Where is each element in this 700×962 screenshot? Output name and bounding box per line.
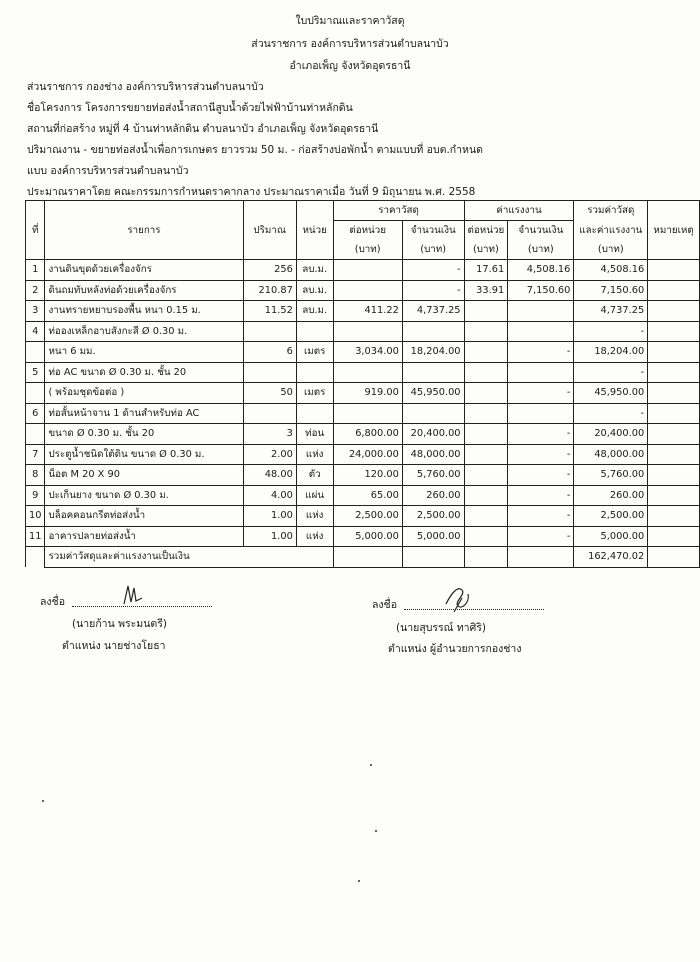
row-quantity: 256 (243, 260, 296, 281)
row-item: งานทรายหยาบรองพื้น หนา 0.15 ม. (45, 301, 243, 322)
table-row (26, 342, 700, 363)
header-qty: ปริมาณ (243, 201, 296, 260)
row-material-unit-price: 411.22 (333, 301, 402, 322)
row-item: ท่อองเหล็กอาบสังกะสี Ø 0.30 ม. (45, 321, 243, 342)
row-labor-amount: - (508, 465, 574, 486)
row-remark (648, 506, 700, 527)
row-material-unit-price: 2,500.00 (333, 506, 402, 527)
row-material-amount: 45,950.00 (402, 383, 464, 404)
row-number: 10 (26, 506, 45, 527)
row-remark (648, 342, 700, 363)
row-item: บล็อคคอนกรีตท่อส่งน้ำ (45, 506, 243, 527)
row-unit: แห่ง (296, 444, 333, 465)
row-labor-unit-price (464, 424, 508, 445)
scan-speck (370, 764, 372, 766)
row-total: 20,400.00 (574, 424, 648, 445)
row-item: ขนาด Ø 0.30 ม. ชั้น 20 (45, 424, 243, 445)
row-material-unit-price: 919.00 (333, 383, 402, 404)
row-remark (648, 301, 700, 322)
row-labor-unit-price (464, 506, 508, 527)
row-number: 11 (26, 526, 45, 547)
row-labor-unit-price (464, 362, 508, 383)
row-labor-unit-price (464, 485, 508, 506)
row-material-unit-price (333, 362, 402, 383)
total-label: รวมค่าวัสดุและค่าแรงงานเป็นเงิน (45, 547, 333, 568)
row-unit (296, 403, 333, 424)
table-row (26, 506, 700, 527)
info-agency: ส่วนราชการ กองช่าง องค์การบริหารส่วนตำบลนาบัว (27, 81, 264, 93)
row-material-amount: 4,737.25 (402, 301, 464, 322)
row-remark (648, 280, 700, 301)
right-signature-image (440, 582, 480, 616)
row-material-unit-price: 3,034.00 (333, 342, 402, 363)
left-signature-image (118, 580, 158, 608)
row-total: 5,760.00 (574, 465, 648, 486)
row-item: ดินถมทับหลังท่อด้วยเครื่องจักร (45, 280, 243, 301)
row-labor-amount: 7,150.60 (508, 280, 574, 301)
row-labor-amount: - (508, 506, 574, 527)
row-number: 2 (26, 280, 45, 301)
table-row (26, 444, 700, 465)
row-labor-unit-price (464, 465, 508, 486)
row-labor-unit-price (464, 526, 508, 547)
row-item: ปะเก็นยาง ขนาด Ø 0.30 ม. (45, 485, 243, 506)
left-signer-name: (นายก้าน พระมนตรี) (72, 618, 167, 630)
row-remark (648, 321, 700, 342)
row-total: 45,950.00 (574, 383, 648, 404)
row-item: ท่อ AC ขนาด Ø 0.30 ม. ชั้น 20 (45, 362, 243, 383)
header-district: อำเภอเพ็ญ จังหวัดอุดรธานี (289, 60, 411, 72)
row-quantity (243, 403, 296, 424)
row-number: 5 (26, 362, 45, 383)
table-row (26, 485, 700, 506)
row-unit (296, 362, 333, 383)
header-total-line1: รวมค่าวัสดุ (574, 201, 648, 221)
header-unit: หน่วย (296, 201, 333, 260)
row-material-amount (402, 403, 464, 424)
row-total: 48,000.00 (574, 444, 648, 465)
row-labor-amount: 4,508.16 (508, 260, 574, 281)
row-total: 18,204.00 (574, 342, 648, 363)
row-total: - (574, 403, 648, 424)
header-material-amount: จำนวนเงิน (402, 221, 464, 241)
row-labor-unit-price (464, 301, 508, 322)
header-labor-unit-price: ต่อหน่วย (464, 221, 508, 241)
row-labor-unit-price (464, 321, 508, 342)
info-project: ชื่อโครงการ โครงการขยายท่อส่งน้ำสถานีสูบน้ำด้วยไฟฟ้าบ้านท่าหลักดิน (27, 102, 353, 114)
info-design: แบบ องค์การบริหารส่วนตำบลนาบัว (27, 165, 189, 177)
row-material-unit-price: 65.00 (333, 485, 402, 506)
right-signer-name: (นายสุบรรณ์ ทาศิริ) (396, 622, 486, 634)
row-total: 260.00 (574, 485, 648, 506)
scan-speck (42, 800, 44, 802)
row-material-amount: 48,000.00 (402, 444, 464, 465)
row-number (26, 424, 45, 445)
price-table (25, 200, 700, 568)
row-material-amount (402, 321, 464, 342)
row-quantity: 48.00 (243, 465, 296, 486)
row-unit: ลบ.ม. (296, 301, 333, 322)
table-row (26, 403, 700, 424)
header-material-unit-baht: (บาท) (333, 240, 402, 260)
row-number: 6 (26, 403, 45, 424)
table-row (26, 321, 700, 342)
right-sign-label: ลงชื่อ (372, 599, 397, 611)
row-number: 1 (26, 260, 45, 281)
header-labor-unit-baht: (บาท) (464, 240, 508, 260)
row-number: 4 (26, 321, 45, 342)
row-number (26, 383, 45, 404)
row-material-unit-price: 120.00 (333, 465, 402, 486)
row-number: 8 (26, 465, 45, 486)
document-title: ใบปริมาณและราคาวัสดุ (295, 15, 405, 27)
row-labor-unit-price: 17.61 (464, 260, 508, 281)
row-unit: ตัว (296, 465, 333, 486)
row-item: ( พร้อมชุดข้อต่อ ) (45, 383, 243, 404)
header-agency: ส่วนราชการ องค์การบริหารส่วนตำบลนาบัว (251, 38, 449, 50)
header-remark: หมายเหตุ (648, 201, 700, 260)
row-quantity: 1.00 (243, 526, 296, 547)
row-unit: แผ่น (296, 485, 333, 506)
row-labor-unit-price (464, 342, 508, 363)
row-item: ท่อสั้นหน้าจาน 1 ด้านสำหรับท่อ AC (45, 403, 243, 424)
row-labor-amount (508, 403, 574, 424)
table-row (26, 383, 700, 404)
row-labor-unit-price (464, 383, 508, 404)
row-labor-amount: - (508, 444, 574, 465)
row-material-amount: - (402, 280, 464, 301)
header-item: รายการ (45, 201, 243, 260)
scan-speck (375, 830, 377, 832)
row-material-amount: 18,204.00 (402, 342, 464, 363)
row-labor-amount: - (508, 526, 574, 547)
row-quantity: 210.87 (243, 280, 296, 301)
row-material-amount (402, 362, 464, 383)
row-labor-amount: - (508, 485, 574, 506)
row-total: - (574, 321, 648, 342)
table-row (26, 301, 700, 322)
row-material-unit-price (333, 403, 402, 424)
row-number: 3 (26, 301, 45, 322)
row-unit (296, 321, 333, 342)
row-material-unit-price (333, 260, 402, 281)
row-quantity (243, 362, 296, 383)
row-material-unit-price: 24,000.00 (333, 444, 402, 465)
row-remark (648, 465, 700, 486)
row-remark (648, 444, 700, 465)
table-row (26, 280, 700, 301)
row-labor-amount (508, 362, 574, 383)
row-unit: ท่อน (296, 424, 333, 445)
table-row (26, 526, 700, 547)
row-material-unit-price (333, 321, 402, 342)
row-quantity (243, 321, 296, 342)
row-material-amount: 5,000.00 (402, 526, 464, 547)
row-remark (648, 485, 700, 506)
grand-total: 162,470.02 (574, 547, 648, 568)
row-material-amount: 2,500.00 (402, 506, 464, 527)
row-item: อาคารปลายท่อส่งน้ำ (45, 526, 243, 547)
row-labor-unit-price (464, 444, 508, 465)
table-row (26, 260, 700, 281)
row-material-amount: - (402, 260, 464, 281)
info-site: สถานที่ก่อสร้าง หมู่ที่ 4 บ้านท่าหลักดิน ตำบลนาบัว อำเภอเพ็ญ จังหวัดอุดรธานี (27, 123, 379, 135)
row-remark (648, 260, 700, 281)
row-remark (648, 362, 700, 383)
row-item: งานดินขุดด้วยเครื่องจักร (45, 260, 243, 281)
header-labor-amount: จำนวนเงิน (508, 221, 574, 241)
row-material-unit-price (333, 280, 402, 301)
row-labor-amount: - (508, 342, 574, 363)
row-total: 5,000.00 (574, 526, 648, 547)
left-signer-position: ตำแหน่ง นายช่างโยธา (62, 640, 166, 652)
row-quantity: 3 (243, 424, 296, 445)
info-scope: ปริมาณงาน - ขยายท่อส่งน้ำเพื่อการเกษตร ยาวรวม 50 ม. - ก่อสร้างบ่อพักน้ำ ตามแบบที่ อบต.กำหนด (27, 144, 483, 156)
row-labor-amount (508, 321, 574, 342)
row-item: หนา 6 มม. (45, 342, 243, 363)
table-row (26, 424, 700, 445)
header-material: ราคาวัสดุ (333, 201, 464, 221)
row-unit: ลบ.ม. (296, 280, 333, 301)
info-estimate: ประมาณราคาโดย คณะกรรมการกำหนดราคากลาง ประมาณราคาเมื่อ วันที่ 9 มิถุนายน พ.ศ. 2558 (27, 186, 476, 198)
header-total-line3: (บาท) (574, 240, 648, 260)
header-no: ที่ (26, 201, 45, 260)
header-material-amount-baht: (บาท) (402, 240, 464, 260)
row-remark (648, 424, 700, 445)
row-quantity: 6 (243, 342, 296, 363)
row-labor-amount: - (508, 424, 574, 445)
row-labor-amount: - (508, 383, 574, 404)
row-quantity: 50 (243, 383, 296, 404)
row-remark (648, 403, 700, 424)
row-item: น็อต M 20 X 90 (45, 465, 243, 486)
row-quantity: 4.00 (243, 485, 296, 506)
left-sign-label: ลงชื่อ (40, 596, 65, 608)
row-quantity: 11.52 (243, 301, 296, 322)
row-total: 2,500.00 (574, 506, 648, 527)
row-number: 9 (26, 485, 45, 506)
row-unit: เมตร (296, 342, 333, 363)
row-labor-unit-price (464, 403, 508, 424)
right-signer-position: ตำแหน่ง ผู้อำนวยการกองช่าง (388, 643, 522, 655)
scan-speck (358, 880, 360, 882)
row-material-amount: 5,760.00 (402, 465, 464, 486)
table-row (26, 465, 700, 486)
header-labor: ค่าแรงงาน (464, 201, 574, 221)
row-total: 4,508.16 (574, 260, 648, 281)
row-number: 7 (26, 444, 45, 465)
header-total-line2: และค่าแรงงาน (574, 221, 648, 241)
row-material-unit-price: 5,000.00 (333, 526, 402, 547)
row-labor-unit-price: 33.91 (464, 280, 508, 301)
row-unit: เมตร (296, 383, 333, 404)
row-material-amount: 260.00 (402, 485, 464, 506)
row-quantity: 1.00 (243, 506, 296, 527)
header-material-unit-price: ต่อหน่วย (333, 221, 402, 241)
row-labor-amount (508, 301, 574, 322)
row-number (26, 342, 45, 363)
row-remark (648, 383, 700, 404)
row-unit: ลบ.ม. (296, 260, 333, 281)
row-total: 4,737.25 (574, 301, 648, 322)
header-labor-amount-baht: (บาท) (508, 240, 574, 260)
row-unit: แห่ง (296, 526, 333, 547)
row-unit: แห่ง (296, 506, 333, 527)
row-remark (648, 526, 700, 547)
row-item: ประตูน้ำชนิดใต้ดิน ขนาด Ø 0.30 ม. (45, 444, 243, 465)
row-total: 7,150.60 (574, 280, 648, 301)
row-material-unit-price: 6,800.00 (333, 424, 402, 445)
row-material-amount: 20,400.00 (402, 424, 464, 445)
table-row (26, 362, 700, 383)
row-quantity: 2.00 (243, 444, 296, 465)
row-total: - (574, 362, 648, 383)
